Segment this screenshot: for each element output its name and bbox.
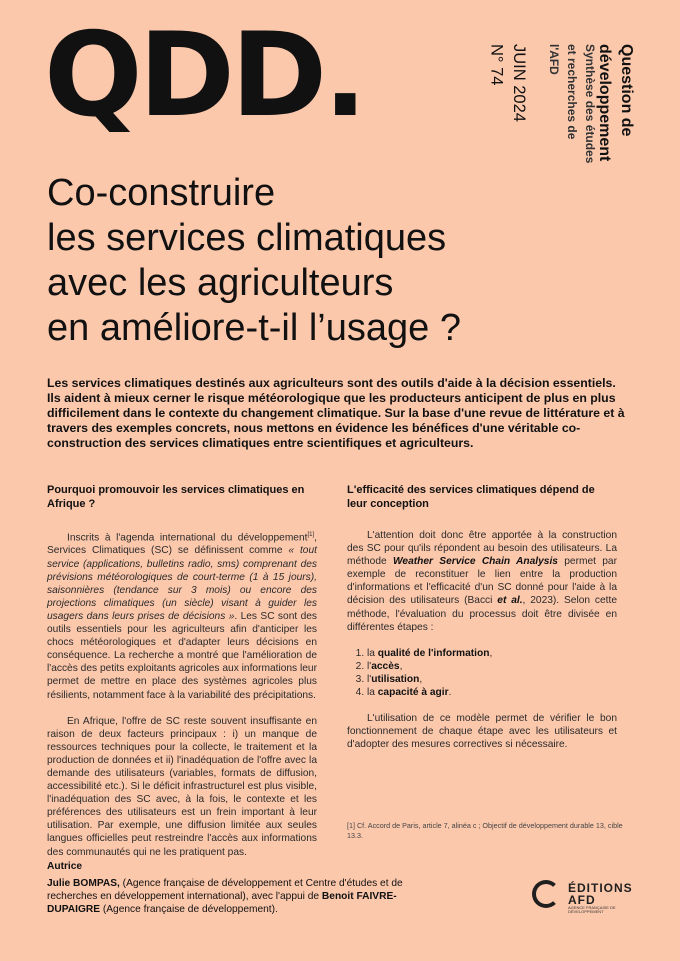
logo-ring-icon (532, 880, 560, 908)
author-heading: Autrice (47, 861, 83, 872)
editions-afd-logo: ÉDITIONS AFD AGENCE FRANÇAISE DE DÉVELOPPEMENT (532, 880, 642, 914)
column-left (47, 483, 317, 872)
footnote-ref: [1] (307, 532, 315, 538)
section-heading: Pourquoi promouvoir les services climatiques en Afrique ? (47, 484, 305, 510)
footnote: [1] Cf. Accord de Paris, article 7, alinéa c ; Objectif de développement durable 13, cible 13.3. (347, 821, 623, 840)
series-title: Question de développement (596, 44, 635, 162)
list-item: 1. la qualité de l'information, (367, 647, 617, 660)
page-title: Co-construire les services climatiques avec les agriculteurs en améliore-t-il l’usage ? (47, 172, 461, 349)
issue-date: JUIN 2024 (510, 44, 528, 122)
qdd-logo: QDD. (44, 8, 364, 143)
paragraph: Inscrits à l'agenda international du développement[1], Services Climatiques (SC) se définissent comme « tout service (applications, bulletins radio, sms) comprenant des prévisions météorologiques de court-terme (1 à 15 jours), saisonnières (tendance sur 3 mois) ou encore des projections climatiques (un siècle) visant à guider les usagers dans leurs prises de décisions ». Les SC sont des outils essentiels pour les agriculteurs afin d'anticiper les chocs météorologiques et d'adapter leurs décisions en conséquence. La recherche a montré que l'amélioration de l'accès des petits exploitants agricoles aux informations leur permet de mettre en place des systèmes agricoles plus résilients, notamment face à la variabilité des précipitations. (47, 532, 317, 701)
list-item: 3. l'utilisation, (367, 673, 617, 686)
paragraph: L'utilisation de ce modèle permet de vérifier le bon fonctionnement de chaque étape avec les utilisateurs et d'adopter des mesures correctives si nécessaire. (347, 713, 617, 751)
steps-list (347, 647, 617, 699)
lead-paragraph: Les services climatiques destinés aux agriculteurs sont des outils d'aide à la décision essentiels. Ils aident à mieux cerner le risque météorologique que les producteurs anticipent de plus en plus difficilement dans le contexte du changement climatique. Sur la base d'une revue de littérature et à travers des exemples concrets, nous mettons en évidence les bénéfices d'une véritable co-construction des services climatiques entre scientifiques et agriculteurs. (47, 376, 625, 450)
list-item: 4. la capacité à agir. (367, 686, 617, 699)
author-block (47, 860, 447, 916)
series-subtitle: Synthèse des études et recherches de l'AFD (547, 44, 597, 164)
paragraph: En Afrique, l'offre de SC reste souvent insuffisante en raison de deux facteurs principaux : i) un manque de ressources techniques pour la collecte, le traitement et la production de données et ii) l'inadéquation de l'offre avec la demande des utilisateurs (variables, formats de diffusion, accessibilité etc.). Si le déficit infrastructurel est plus visible, l'inadéquation des SC avec, à la fois, le contexte et les préférences des utilisateurs est un frein important à leur utilisation. Par exemple, une diffusion limitée aux seules langues officielles peut restreindre l'accès aux informations des communautés qui ne les pratiquent pas. (47, 715, 317, 858)
list-item: 2. l'accès, (367, 660, 617, 673)
section-heading: L'efficacité des services climatiques dépend de leur conception (347, 484, 595, 510)
paragraph: L'attention doit donc être apportée à la construction des SC pour qu'ils répondent au besoin des utilisateurs. La méthode Weather Service Chain Analysis permet par exemple de reconstituer le lien entre la production d'informations et l'efficacité d'un SC donné pour l'aide à la décision des utilisateurs (Bacci et al., 2023). Selon cette méthode, l'évaluation du processus doit être divisée en différentes étapes : (347, 530, 618, 633)
column-right (347, 483, 617, 764)
issue-info (482, 44, 527, 122)
author-text: Julie BOMPAS, (Agence française de développement et Centre d'études et de recherches en développement international), avec l'appui de Benoit FAIVRE-DUPAIGRE (Agence française de développement). (47, 878, 403, 915)
issue-number: N° 74 (487, 44, 506, 86)
